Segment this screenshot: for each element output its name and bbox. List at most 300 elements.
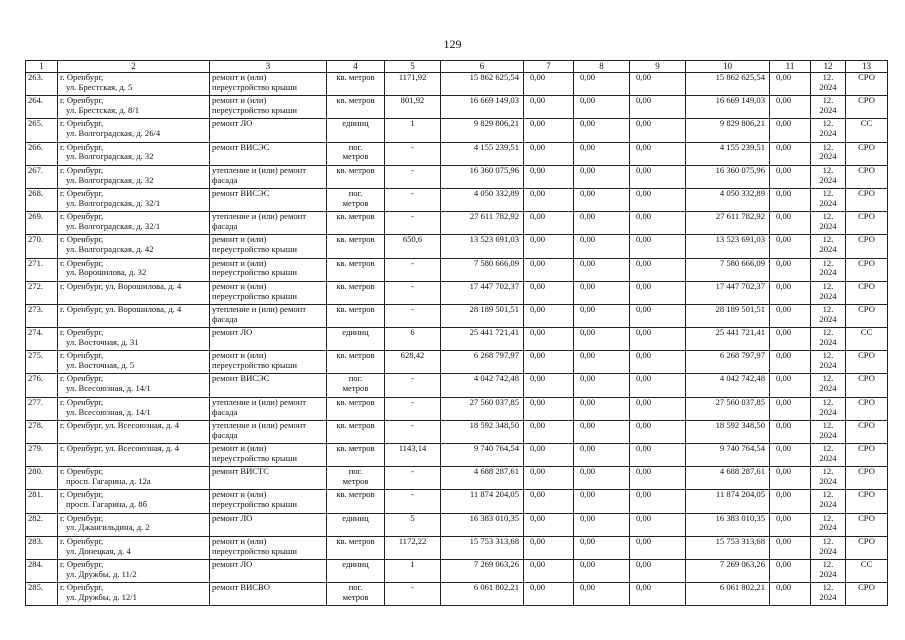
value-cell-11: 0,00 [770, 235, 811, 258]
work-type-cell [210, 467, 327, 490]
value-cell-9: 0,00 [630, 304, 686, 327]
deadline-cell-line: 12. [822, 188, 834, 198]
table-row [26, 188, 888, 211]
value-cell-9: 0,00 [630, 420, 686, 443]
quantity-cell: - [385, 212, 441, 235]
work-type-cell-line: переустройство крыши [212, 452, 297, 463]
table-body [26, 73, 888, 606]
unit-cell-line: кв. метров [336, 165, 375, 175]
fund-cost-cell: 17 447 702,37 [686, 281, 770, 304]
address-cell-line: ул. Волгоградская, д. 32/1 [66, 197, 161, 208]
unit-cell [327, 513, 385, 536]
quantity-cell: 801,92 [385, 96, 441, 119]
deadline-cell-line: 12. [822, 489, 834, 500]
deadline-cell [811, 351, 846, 374]
table-row [26, 536, 888, 559]
unit-cell [327, 119, 385, 142]
value-cell-7: 0,00 [524, 73, 574, 96]
deadline-cell-line: 2024 [819, 406, 837, 417]
deadline-cell-line: 2024 [819, 197, 837, 208]
deadline-cell-line: 12. [822, 513, 834, 523]
quantity-cell: 6 [385, 328, 441, 351]
value-cell-11: 0,00 [770, 374, 811, 397]
unit-cell-line: кв. метров [336, 211, 375, 222]
value-cell-9: 0,00 [630, 119, 686, 142]
quantity-cell: - [385, 304, 441, 327]
deadline-cell-line: 12. [822, 258, 834, 268]
method-cell: СРО [846, 304, 888, 327]
column-header-8: 8 [574, 61, 630, 73]
value-cell-9: 0,00 [630, 583, 686, 606]
address-cell [58, 304, 210, 327]
method-cell: СРО [846, 374, 888, 397]
work-type-cell-line: переустройство крыши [212, 267, 297, 278]
unit-cell-line: пог. [348, 466, 363, 477]
deadline-cell [811, 281, 846, 304]
row-number-cell: 265. [26, 119, 58, 142]
work-type-cell [210, 212, 327, 235]
fund-cost-cell: 7 269 063,26 [686, 559, 770, 582]
work-type-cell [210, 490, 327, 513]
address-cell-line: г. Оренбург, [60, 327, 104, 338]
row-number-cell: 269. [26, 212, 58, 235]
total-cost-cell: 4 042 742,48 [441, 374, 524, 397]
quantity-cell: - [385, 142, 441, 165]
table-row [26, 351, 888, 374]
row-number-cell: 283. [26, 536, 58, 559]
deadline-cell-line: 12. [822, 350, 834, 361]
unit-cell-line: кв. метров [336, 489, 375, 500]
unit-cell-line: единиц [342, 327, 369, 338]
work-type-cell [210, 188, 327, 211]
value-cell-9: 0,00 [630, 328, 686, 351]
address-cell-line: г. Оренбург, [60, 536, 104, 546]
value-cell-8: 0,00 [574, 258, 630, 281]
fund-cost-cell: 6 061 802,21 [686, 583, 770, 606]
deadline-cell-line: 12. [822, 559, 834, 569]
unit-cell-line: кв. метров [336, 304, 375, 314]
fund-cost-cell: 15 753 313,68 [686, 536, 770, 559]
value-cell-9: 0,00 [630, 397, 686, 420]
deadline-cell-line: 2024 [819, 336, 837, 347]
work-type-cell-line: ремонт ЛО [212, 327, 253, 338]
value-cell-7: 0,00 [524, 119, 574, 142]
value-cell-9: 0,00 [630, 351, 686, 374]
column-header-4: 4 [327, 61, 385, 73]
value-cell-8: 0,00 [574, 188, 630, 211]
work-type-cell-line: ремонт ВИСТС [212, 466, 270, 477]
value-cell-7: 0,00 [524, 397, 574, 420]
fund-cost-cell: 25 441 721,41 [686, 328, 770, 351]
work-type-cell [210, 420, 327, 443]
value-cell-11: 0,00 [770, 119, 811, 142]
address-cell [58, 397, 210, 420]
work-type-cell [210, 96, 327, 119]
deadline-cell-line: 12. [822, 327, 834, 338]
address-cell-line: ул. Дружбы, д. 12/1 [66, 592, 137, 603]
method-cell: СРО [846, 212, 888, 235]
table-row [26, 142, 888, 165]
unit-cell-line: единиц [342, 513, 369, 523]
quantity-cell: - [385, 258, 441, 281]
value-cell-11: 0,00 [770, 444, 811, 467]
value-cell-11: 0,00 [770, 351, 811, 374]
address-cell-line: г. Оренбург, [60, 350, 104, 361]
page-number: 129 [443, 37, 462, 51]
work-type-cell-line: фасада [212, 313, 238, 324]
address-cell [58, 212, 210, 235]
work-type-cell-line: ремонт ВИСЭС [212, 142, 270, 152]
work-type-cell-line: переустройство крыши [212, 360, 297, 371]
table-row [26, 397, 888, 420]
deadline-cell-line: 12. [822, 234, 834, 245]
fund-cost-cell: 15 862 625,54 [686, 73, 770, 96]
row-number-cell: 263. [26, 73, 58, 96]
work-type-cell-line: ремонт и (или) [212, 350, 267, 361]
deadline-cell [811, 374, 846, 397]
value-cell-8: 0,00 [574, 444, 630, 467]
total-cost-cell: 9 829 806,21 [441, 119, 524, 142]
value-cell-8: 0,00 [574, 559, 630, 582]
quantity-cell: - [385, 420, 441, 443]
method-cell: СС [846, 328, 888, 351]
work-type-cell-line: ремонт и (или) [212, 536, 267, 546]
quantity-cell: - [385, 281, 441, 304]
work-type-cell-line: ремонт ЛО [212, 513, 253, 523]
address-cell [58, 583, 210, 606]
unit-cell [327, 142, 385, 165]
address-cell [58, 165, 210, 188]
work-type-cell [210, 281, 327, 304]
value-cell-8: 0,00 [574, 281, 630, 304]
unit-cell-line: кв. метров [336, 281, 375, 291]
work-type-cell [210, 258, 327, 281]
address-cell-line: ул. Волгоградская, д. 32 [66, 174, 154, 185]
total-cost-cell: 28 189 501,51 [441, 304, 524, 327]
total-cost-cell: 27 560 037,85 [441, 397, 524, 420]
value-cell-8: 0,00 [574, 513, 630, 536]
address-cell-line: г. Оренбург, [60, 489, 104, 500]
deadline-cell-line: 2024 [819, 267, 837, 278]
table-row [26, 467, 888, 490]
deadline-cell-line: 2024 [819, 476, 837, 487]
table-row [26, 513, 888, 536]
deadline-cell [811, 420, 846, 443]
unit-cell-line: единиц [342, 559, 369, 569]
address-cell-line: ул. Восточная, д. 31 [66, 336, 139, 347]
unit-cell [327, 583, 385, 606]
value-cell-11: 0,00 [770, 258, 811, 281]
address-cell-line: ул. Волгоградская, д. 26/4 [66, 128, 161, 139]
row-number-cell: 266. [26, 142, 58, 165]
work-type-cell-line: ремонт и (или) [212, 72, 267, 82]
value-cell-9: 0,00 [630, 96, 686, 119]
quantity-cell: - [385, 467, 441, 490]
deadline-cell-line: 2024 [819, 499, 837, 510]
unit-cell [327, 212, 385, 235]
quantity-cell: 1171,92 [385, 73, 441, 96]
method-cell: СРО [846, 281, 888, 304]
unit-cell [327, 420, 385, 443]
deadline-cell-line: 2024 [819, 221, 837, 232]
unit-cell-line: метров [342, 592, 369, 603]
deadline-cell-line: 2024 [819, 290, 837, 301]
address-cell [58, 142, 210, 165]
work-type-cell [210, 304, 327, 327]
column-header-7: 7 [524, 61, 574, 73]
row-number-cell: 267. [26, 165, 58, 188]
unit-cell-line: единиц [342, 118, 369, 129]
work-type-cell-line: ремонт и (или) [212, 95, 267, 106]
quantity-cell: - [385, 188, 441, 211]
work-type-cell-line: утепление и (или) ремонт [212, 165, 307, 175]
work-type-cell [210, 351, 327, 374]
deadline-cell [811, 258, 846, 281]
row-number-cell: 264. [26, 96, 58, 119]
table-row [26, 490, 888, 513]
fund-cost-cell: 4 155 239,51 [686, 142, 770, 165]
value-cell-9: 0,00 [630, 444, 686, 467]
value-cell-7: 0,00 [524, 351, 574, 374]
unit-cell-line: кв. метров [336, 443, 375, 453]
work-type-cell [210, 559, 327, 582]
fund-cost-cell: 11 874 204,05 [686, 490, 770, 513]
deadline-cell-line: 2024 [819, 244, 837, 255]
deadline-cell-line: 12. [822, 443, 834, 453]
value-cell-7: 0,00 [524, 420, 574, 443]
value-cell-11: 0,00 [770, 536, 811, 559]
unit-cell-line: метров [342, 197, 369, 208]
quantity-cell: - [385, 397, 441, 420]
value-cell-7: 0,00 [524, 142, 574, 165]
fund-cost-cell: 4 688 287,61 [686, 467, 770, 490]
work-type-cell-line: фасада [212, 221, 238, 232]
work-type-cell-line: утепление и (или) ремонт [212, 211, 307, 222]
fund-cost-cell: 28 189 501,51 [686, 304, 770, 327]
address-cell [58, 96, 210, 119]
total-cost-cell: 13 523 691,03 [441, 235, 524, 258]
value-cell-9: 0,00 [630, 513, 686, 536]
value-cell-7: 0,00 [524, 444, 574, 467]
address-cell [58, 328, 210, 351]
address-cell [58, 559, 210, 582]
unit-cell [327, 351, 385, 374]
address-cell-line: г. Оренбург, [60, 72, 104, 82]
value-cell-9: 0,00 [630, 188, 686, 211]
deadline-cell-line: 12. [822, 373, 834, 384]
unit-cell-line: кв. метров [336, 258, 375, 268]
table-row [26, 420, 888, 443]
value-cell-8: 0,00 [574, 420, 630, 443]
address-cell-line: г. Оренбург, [60, 234, 104, 245]
table-row [26, 444, 888, 467]
method-cell: СС [846, 559, 888, 582]
work-type-cell-line: переустройство крыши [212, 290, 297, 301]
work-type-cell-line: ремонт ЛО [212, 118, 253, 129]
value-cell-7: 0,00 [524, 583, 574, 606]
value-cell-11: 0,00 [770, 73, 811, 96]
value-cell-8: 0,00 [574, 304, 630, 327]
unit-cell-line: пог. [348, 142, 363, 152]
unit-cell-line: метров [342, 151, 369, 162]
total-cost-cell: 27 611 782,92 [441, 212, 524, 235]
unit-cell-line: кв. метров [336, 350, 375, 361]
value-cell-9: 0,00 [630, 73, 686, 96]
deadline-cell-line: 2024 [819, 545, 837, 556]
row-number-cell: 278. [26, 420, 58, 443]
value-cell-11: 0,00 [770, 397, 811, 420]
address-cell [58, 467, 210, 490]
row-number-cell: 284. [26, 559, 58, 582]
row-number-cell: 281. [26, 490, 58, 513]
address-cell-line: г. Оренбург, ул. Всесоюзная, д. 4 [60, 420, 179, 430]
deadline-cell [811, 444, 846, 467]
table-row [26, 374, 888, 397]
address-cell-line: г. Оренбург, [60, 258, 104, 268]
total-cost-cell: 4 155 239,51 [441, 142, 524, 165]
address-cell-line: ул. Волгоградская, д. 32 [66, 151, 154, 162]
row-number-cell: 270. [26, 235, 58, 258]
total-cost-cell: 16 383 010,35 [441, 513, 524, 536]
unit-cell-line: метров [342, 383, 369, 394]
deadline-cell-line: 12. [822, 582, 834, 593]
work-type-cell [210, 444, 327, 467]
row-number-cell: 282. [26, 513, 58, 536]
work-type-cell [210, 536, 327, 559]
address-cell-line: г. Оренбург, [60, 397, 104, 407]
work-type-cell [210, 374, 327, 397]
work-type-cell [210, 119, 327, 142]
value-cell-7: 0,00 [524, 188, 574, 211]
deadline-cell-line: 2024 [819, 81, 837, 92]
unit-cell-line: пог. [348, 582, 363, 593]
unit-cell [327, 281, 385, 304]
unit-cell [327, 467, 385, 490]
deadline-cell [811, 96, 846, 119]
address-cell-line: г. Оренбург, ул. Ворошилова, д. 4 [60, 304, 182, 314]
work-type-cell-line: фасада [212, 174, 238, 185]
address-cell-line: г. Оренбург, [60, 188, 104, 198]
address-cell-line: ул. Всесоюзная, д. 14/1 [66, 383, 151, 394]
quantity-cell: 1 [385, 559, 441, 582]
value-cell-7: 0,00 [524, 536, 574, 559]
value-cell-11: 0,00 [770, 212, 811, 235]
column-header-3: 3 [210, 61, 327, 73]
value-cell-8: 0,00 [574, 73, 630, 96]
address-cell-line: г. Оренбург, [60, 513, 104, 523]
deadline-cell-line: 12. [822, 118, 834, 129]
work-type-cell-line: ремонт ВИСВО [212, 582, 270, 593]
fund-cost-cell: 27 560 037,85 [686, 397, 770, 420]
fund-cost-cell: 6 268 797,97 [686, 351, 770, 374]
address-cell-line: г. Оренбург, [60, 165, 104, 175]
value-cell-7: 0,00 [524, 374, 574, 397]
address-cell-line: г. Оренбург, [60, 559, 104, 569]
quantity-cell: 1172,22 [385, 536, 441, 559]
fund-cost-cell: 9 740 764,54 [686, 444, 770, 467]
address-cell-line: г. Оренбург, [60, 211, 104, 222]
value-cell-8: 0,00 [574, 536, 630, 559]
value-cell-11: 0,00 [770, 513, 811, 536]
work-type-cell-line: ремонт и (или) [212, 281, 267, 291]
method-cell: СРО [846, 490, 888, 513]
address-cell-line: г. Оренбург, [60, 373, 104, 384]
work-type-cell-line: ремонт ВИСЭС [212, 373, 270, 384]
quantity-cell: 5 [385, 513, 441, 536]
fund-cost-cell: 16 383 010,35 [686, 513, 770, 536]
table-row [26, 96, 888, 119]
unit-cell [327, 490, 385, 513]
column-header-2: 2 [58, 61, 210, 73]
table-row [26, 281, 888, 304]
total-cost-cell: 16 360 075,96 [441, 165, 524, 188]
total-cost-cell: 9 740 764,54 [441, 444, 524, 467]
row-number-cell: 274. [26, 328, 58, 351]
value-cell-7: 0,00 [524, 212, 574, 235]
address-cell-line: г. Оренбург, [60, 466, 104, 477]
table-row [26, 258, 888, 281]
value-cell-11: 0,00 [770, 304, 811, 327]
value-cell-9: 0,00 [630, 258, 686, 281]
unit-cell [327, 258, 385, 281]
fund-cost-cell: 4 050 332,89 [686, 188, 770, 211]
work-type-cell [210, 328, 327, 351]
quantity-cell: 650,6 [385, 235, 441, 258]
fund-cost-cell: 18 592 348,50 [686, 420, 770, 443]
total-cost-cell: 7 269 063,26 [441, 559, 524, 582]
value-cell-8: 0,00 [574, 328, 630, 351]
deadline-cell [811, 235, 846, 258]
total-cost-cell: 25 441 721,41 [441, 328, 524, 351]
quantity-cell: - [385, 374, 441, 397]
address-cell-line: г. Оренбург, [60, 142, 104, 152]
deadline-cell-line: 12. [822, 281, 834, 291]
value-cell-9: 0,00 [630, 490, 686, 513]
value-cell-7: 0,00 [524, 235, 574, 258]
row-number-cell: 276. [26, 374, 58, 397]
deadline-cell-line: 2024 [819, 592, 837, 603]
total-cost-cell: 15 862 625,54 [441, 73, 524, 96]
value-cell-11: 0,00 [770, 281, 811, 304]
unit-cell-line: кв. метров [336, 234, 375, 245]
value-cell-8: 0,00 [574, 467, 630, 490]
deadline-cell [811, 513, 846, 536]
value-cell-8: 0,00 [574, 119, 630, 142]
value-cell-7: 0,00 [524, 258, 574, 281]
deadline-cell [811, 583, 846, 606]
value-cell-8: 0,00 [574, 142, 630, 165]
unit-cell-line: кв. метров [336, 397, 375, 407]
value-cell-9: 0,00 [630, 142, 686, 165]
address-cell-line: г. Оренбург, ул. Всесоюзная, д. 4 [60, 443, 179, 453]
deadline-cell [811, 304, 846, 327]
deadline-cell [811, 188, 846, 211]
work-type-cell-line: переустройство крыши [212, 244, 297, 255]
work-type-cell [210, 73, 327, 96]
method-cell: СРО [846, 142, 888, 165]
value-cell-8: 0,00 [574, 212, 630, 235]
deadline-cell-line: 12. [822, 165, 834, 175]
deadline-cell [811, 490, 846, 513]
row-number-cell: 280. [26, 467, 58, 490]
row-number-cell: 268. [26, 188, 58, 211]
column-header-5: 5 [385, 61, 441, 73]
unit-cell [327, 328, 385, 351]
value-cell-11: 0,00 [770, 467, 811, 490]
value-cell-9: 0,00 [630, 235, 686, 258]
work-type-cell-line: ремонт ЛО [212, 559, 253, 569]
method-cell: СРО [846, 444, 888, 467]
